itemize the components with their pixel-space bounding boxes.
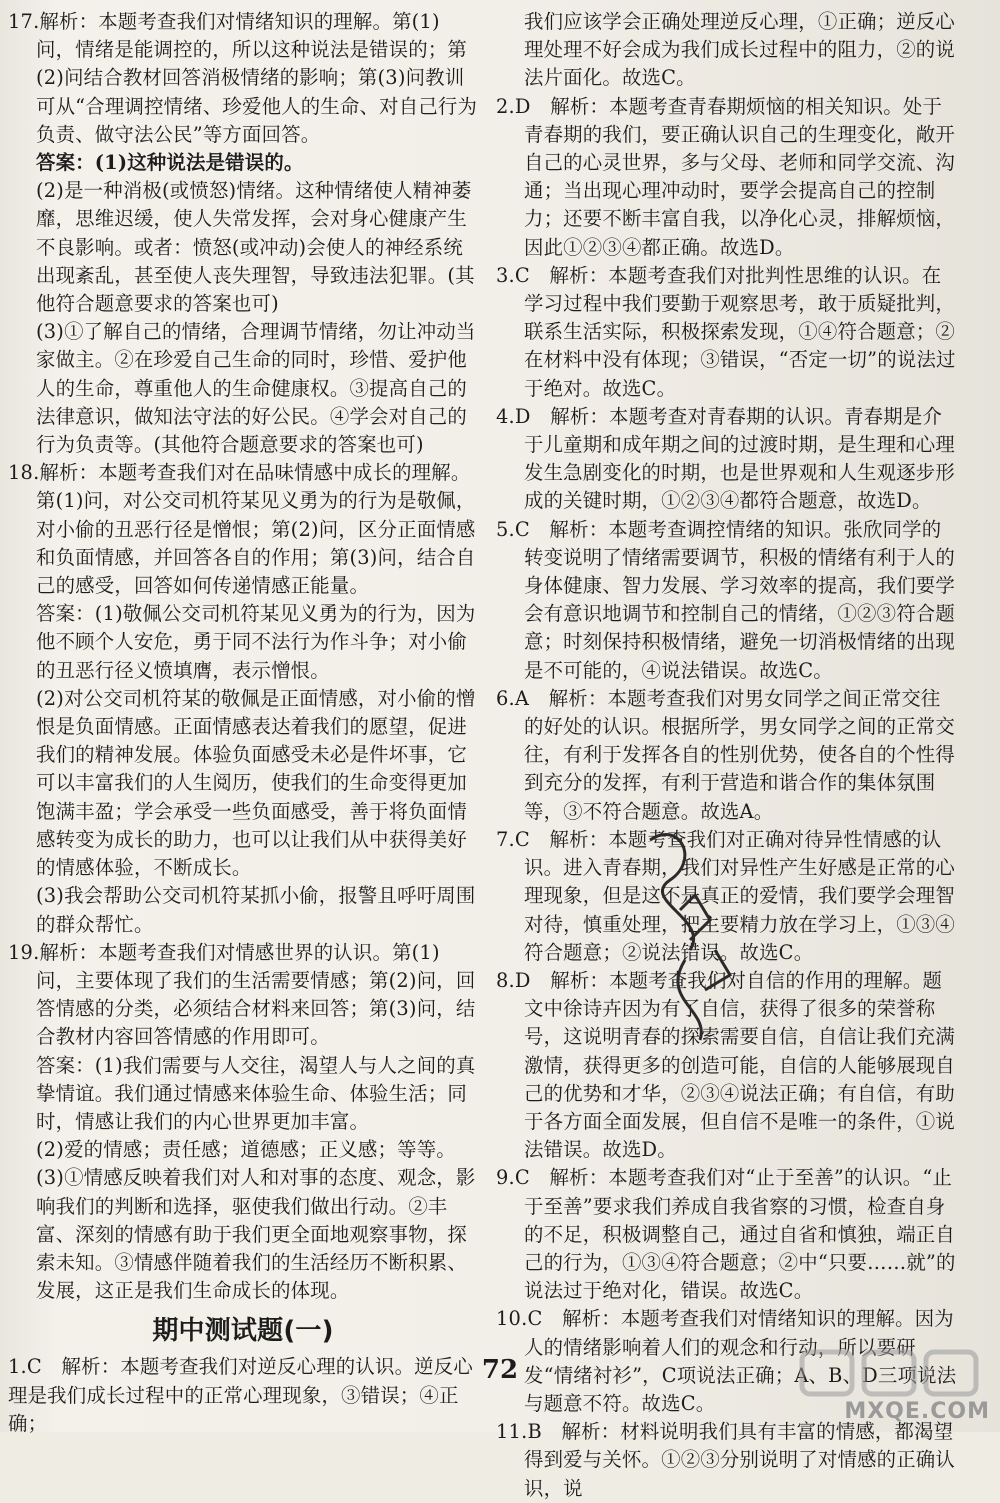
q19-answer-3: (3)①情感反映着我们对人和对事的态度、观念，影响我们的判断和选择，驱使我们做出行动。②丰富、深刻的情感有助于我们更全面地观察事物，探索未知。③情感伴随着我们的生活经历不断积累、发展，这正是我们生命成长的体现。: [36, 1166, 476, 1303]
q18-analysis: 18.解析：本题考查我们对在品味情感中成长的理解。第(1)问，对公交司机符某见义勇为的行为是敬佩，对小偷的丑恶行径是憎恨；第(2)问，区分正面情感和负面情感，并回答各自的作用；第(3)问，结合自己的感受，回答如何传递情感正能量。: [8, 461, 476, 598]
q19-analysis: 19.解析：本题考查我们对情感世界的认识。第(1)问，主要体现了我们的生活需要情感；第(2)问，回答情感的分类，必须结合材料来回答；第(3)问，结合教材内容回答情感的作用即可。: [8, 940, 476, 1049]
q18-answer-3: (3)我会帮助公交司机符某抓小偷，报警且呼吁周围的群众帮忙。: [36, 884, 476, 936]
page-number: 72: [481, 1355, 519, 1385]
left-column: [8, 8, 478, 1438]
watermark-text: MXQE.COM: [844, 1399, 990, 1424]
right-column: [496, 8, 958, 1503]
q17-analysis: 17.解析：本题考查我们对情绪知识的理解。第(1)问，情绪是能调控的，所以这种说法是错误的；第(2)问结合教材回答消极情绪的影响；第(3)问教训可从“合理调控情绪、珍爱他人的生命、对自己行为负责、做守法公民”等方面回答。: [8, 10, 478, 146]
handwritten-scribble: [620, 800, 760, 1060]
midterm-q5: 5.C 解析：本题考查调控情绪的知识。张欣同学的转变说明了情绪需要调节，积极的情绪有利于人的身体健康、智力发展、学习效率的提高，我们要学会有意识地调节和控制自己的情绪，①②③符合题意；时刻保持积极情绪，避免一切消极情绪的出现是不可能的，④说法错误。故选C。: [496, 517, 955, 682]
q17-answer-1: 答案：(1)这种说法是错误的。: [36, 151, 304, 175]
midterm-q3: 3.C 解析：本题考查我们对批判性思维的认识。在学习过程中我们要勤于观察思考，敢于质疑批判，联系生活实际，积极探索发现，①④符合题意；②在材料中没有体现；③错误，“否定一切”的说法过于绝对。故选C。: [496, 263, 956, 400]
q17-answer-2: (2)是一种消极(或愤怒)情绪。这种情绪使人精神萎靡，思维迟缓，使人失常发挥，会对身心健康产生不良影响。或者：愤怒(或冲动)会使人的神经系统出现紊乱，甚至使人丧失理智，导致违法犯罪。(其他符合题意要求的答案也可): [36, 179, 475, 316]
midterm-q9: 9.C 解析：本题考查我们对“止于至善”的认识。“止于至善”要求我们养成自我省察的习惯，检查自身的不足，积极调整自己，通过自省和慎独，端正自己的行为，①③④符合题意；②中“只要……就”的说法过于绝对化，错误。故选C。: [496, 1166, 956, 1303]
midterm-q1-continued: 我们应该学会正确处理逆反心理，①正确；逆反心理处理不好会成为我们成长过程中的阻力，②的说法片面化。故选C。: [524, 10, 955, 90]
midterm-q11: 11.B 解析：材料说明我们具有丰富的情感，都渴望得到爱与关怀。①②③分别说明了对情感的正确认识，说: [496, 1420, 955, 1500]
q18-answer-2: (2)对公交司机符某的敬佩是正面情感，对小偷的憎恨是负面情感。正面情感表达着我们的愿望，促进我们的精神发展。体验负面感受未必是件坏事，它可以丰富我们的人生阅历，使我们的生命变得更加饱满丰盈；学会承受一些负面感受，善于将负面情感转变为成长的助力，也可以让我们从中获得美好的情感体验，不断成长。: [36, 686, 476, 880]
q18-answer-1: 答案：(1)敬佩公交司机符某见义勇为的行为，因为他不顾个人安危，勇于同不法行为作斗争；对小偷的丑恶行径义愤填膺，表示憎恨。: [36, 602, 476, 682]
midterm-q6: 6.A 解析：本题考查我们对男女同学之间正常交往的好处的认识。根据所学，男女同学之间的正常交往，有利于发挥各自的性别优势，使各自的个性得到充分的发挥，有利于营造和谐合作的集体氛围等，③不符合题意。故选A。: [496, 686, 955, 823]
midterm-q8: 8.D 解析：本题考查我们对自信的作用的理解。题文中徐诗卉因为有了自信，获得了很多的荣誉称号，这说明青春的探索需要自信，自信让我们充满激情，获得更多的创造可能，自信的人能够展现自己的优势和才华，②③④说法正确；有自信，有助于各方面全面发展，但自信不是唯一的条件，①说法错误。故选D。: [496, 968, 955, 1162]
section-title: 期中测试题(一): [152, 1316, 334, 1347]
q19-answer-2: (2)爱的情感；责任感；道德感；正义感；等等。: [36, 1138, 456, 1162]
q19-answer-1: 答案：(1)我们需要与人交往，渴望人与人之间的真挚情谊。我们通过情感来体验生命、体验生活；同时，情感让我们的内心世界更加丰富。: [36, 1053, 476, 1133]
midterm-q7: 7.C 解析：本题考查我们对正确对待异性情感的认识。进入青春期，我们对异性产生好感是正常的心理现象，但是这不是真正的爱情，我们要学会理智对待，慎重处理，把主要精力放在学习上，①③④符合题意；②说法错误。故选C。: [496, 827, 955, 964]
q17-answer-3: (3)①了解自己的情绪，合理调节情绪，勿让冲动当家做主。②在珍爱自己生命的同时，珍惜、爱护他人的生命，尊重他人的生命健康权。③提高自己的法律意识，做知法守法的好公民。④学会对自己的行为负责等。(其他符合题意要求的答案也可): [36, 320, 476, 457]
midterm-q10: 10.C 解析：本题考查我们对情绪知识的理解。因为人的情绪影响着人们的观念和行动，所以要研发“情绪衬衫”，C项说法正确；A、B、D三项说法与题意不符。故选C。: [496, 1307, 957, 1415]
midterm-q1: 1.C 解析：本题考查我们对逆反心理的认识。逆反心理是我们成长过程中的正常心理现象，③错误；④正确；: [8, 1355, 473, 1435]
midterm-q4: 4.D 解析：本题考查对青春期的认识。青春期是介于儿童期和成年期之间的过渡时期，是生理和心理发生急剧变化的时期，也是世界观和人生观逐步形成的关键时期，①②③④都符合题意，故选D。: [496, 404, 955, 513]
midterm-q2: 2.D 解析：本题考查青春期烦恼的相关知识。处于青春期的我们，要正确认识自己的生理变化，敞开自己的心灵世界，多与父母、老师和同学交流、沟通；当出现心理冲动时，要学会提高自己的控制力；还要不断丰富自我，以净化心灵，排解烦恼，因此①②③④都正确。故选D。: [496, 94, 955, 259]
